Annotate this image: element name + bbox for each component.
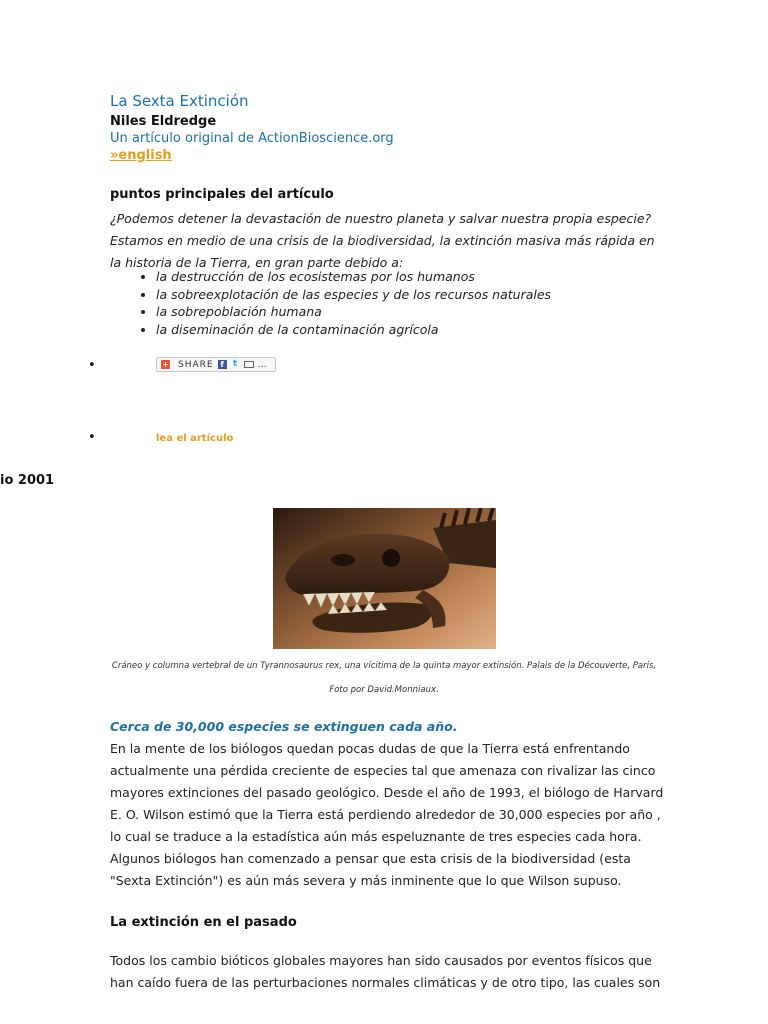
main-points-list [132,268,551,338]
more-icon: … [257,359,267,370]
share-label: SHARE [178,359,214,370]
article-source: Un artículo original de ActionBioscience.org [110,131,394,146]
read-article-link[interactable]: lea el artículo [156,433,234,444]
plus-icon: + [162,360,169,369]
body-line: E. O. Wilson estimó que la Tierra está perdiendo alrededor de 30,000 especies por año , [110,807,661,822]
body-paragraph [110,738,670,892]
trex-skull-photo [273,508,496,649]
photo-credit: Foto por David.Monniaux. [329,685,439,695]
facebook-icon: f [218,360,227,369]
body-line: En la mente de los biólogos quedan pocas dudas de que la Tierra está enfrentando [110,741,630,756]
body-line: lo cual se traduce a la estadística aún más espeluznante de tres especies cada hora. [110,829,642,844]
section-paragraph [110,950,670,994]
date-fragment: io 2001 [0,473,55,488]
list-item: • la diseminación de la contaminación agrícola [156,321,551,339]
body-line: Todos los cambio bióticos globales mayores han sido causados por eventos físicos que [110,953,652,968]
english-link[interactable]: »english [110,148,172,163]
body-line: "Sexta Extinción") es aún más severa y más inminente que lo que Wilson supuso. [110,873,622,888]
intro-line: la historia de la Tierra, en gran parte debido a: [110,255,404,270]
bullet-dot: • [88,430,96,445]
intro-line: Estamos en medio de una crisis de la biodiversidad, la extinción masiva más rápida en [110,233,655,248]
body-line: actualmente una pérdida creciente de especies tal que amenaza con rivalizar las cinco [110,763,656,778]
main-points-intro [110,208,670,274]
body-line: Algunos biólogos han comenzado a pensar que esta crisis de la biodiversidad (esta [110,851,631,866]
photo-caption: Cráneo y columna vertebral de un Tyrannosaurus rex, una vícitima de la quinta mayor extinsión. Palais de la Découverte, Paris, [111,661,657,671]
article-title: La Sexta Extinción [110,92,249,110]
article-author: Niles Eldredge [110,114,217,129]
section-heading: La extinción en el pasado [110,915,297,930]
bullet-dot: • [88,358,96,373]
list-item: • la destrucción de los ecosistemas por los humanos [156,268,551,286]
body-line: han caído fuera de las perturbaciones normales climáticas y de otro tipo, las cuales son [110,975,661,990]
section-tagline: Cerca de 30,000 especies se extinguen cada año. [110,719,458,734]
twitter-icon: t [232,359,238,369]
list-item: • la sobrepoblación humana [156,303,551,321]
intro-line: ¿Podemos detener la devastación de nuestro planeta y salvar nuestra propia especie? [110,211,652,226]
mail-icon [244,361,254,368]
main-points-heading: puntos principales del artículo [110,187,334,202]
list-item: • la sobreexplotación de las especies y de los recursos naturales [156,286,551,304]
body-line: mayores extinciones del pasado geológico. Desde el año de 1993, el biólogo de Harvard [110,785,664,800]
share-button[interactable] [156,357,276,372]
